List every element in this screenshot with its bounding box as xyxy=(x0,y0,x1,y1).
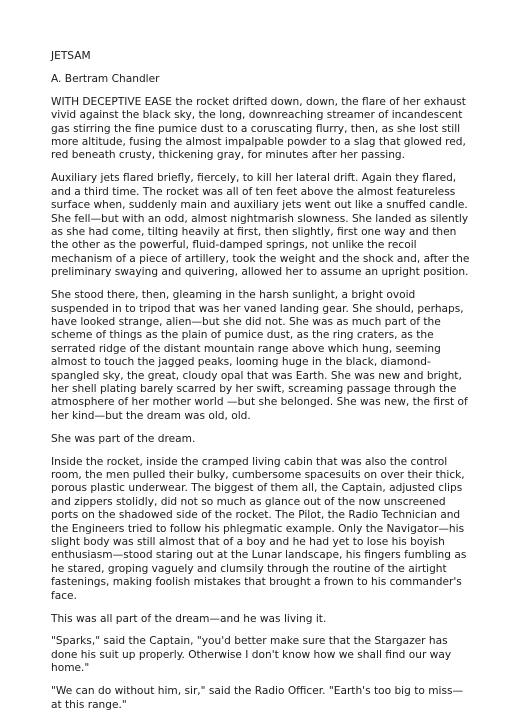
paragraph-2: Auxiliary jets flared briefly, fiercely, to kill her lateral drift. Again they flared, and a third time. The rocket was all of ten feet above the almost featureless surface when, suddenly main and auxiliary jets went out like a snuffed candle. She fell—but with an odd, almost nightmarish slowness. She landed as silently as she had come, tilting heavily at first, then slightly, first one way and then the other as the powerful, fluid-damped springs, not unlike the recoil mechanism of a piece of artillery, took the weight and the shock and, after the preliminary swaying and quivering, allowed her to assume an upright position. xyxy=(51,172,470,279)
story-author: A. Bertram Chandler xyxy=(51,72,160,85)
paragraph-5: Inside the rocket, inside the cramped living cabin that was also the control room, the men pulled their bulky, cumbersome spacesuits on over their thick, porous plastic underwear. The biggest of them all, the Captain, adjusted clips and zippers stolidly, did not so much as glance out of the now unscreened ports on the shadowed side of the rocket. The Pilot, the Radio Technician and the Engineers tried to follow his phlegmatic example. Only the Navigator—his slight body was still almost that of a boy and he had yet to lose his boyish enthusiasm—stood staring out at the Lunar landscape, his fingers fumbling as he stared, groping vaguely and clumsily through the routine of the airtight fastenings, making foolish mistakes that brought a frown to his commander's face. xyxy=(51,455,467,602)
paragraph-7: "Sparks," said the Captain, "you'd better make sure that the Stargazer has done his suit up properly. Otherwise I don't know how we shall find our way home." xyxy=(51,635,452,675)
paragraph-8: "We can do without him, sir," said the Radio Officer. "Earth's too big to miss—at this range." xyxy=(51,685,464,711)
paragraph-6: This was all part of the dream—and he was living it. xyxy=(51,612,327,625)
paragraph-4: She was part of the dream. xyxy=(51,432,196,445)
paragraph-1: WITH DECEPTIVE EASE the rocket drifted down, down, the flare of her exhaust vivid against the black sky, the long, downreaching streamer of incandescent gas stirring the fine pumice dust to a coruscating flurry, then, as she lost still more altitude, fusing the almost impalpable powder to a slag that glowed red, red beneath crusty, thickening gray, for minutes after her passing. xyxy=(51,95,466,162)
document-page xyxy=(51,50,471,721)
paragraph-3: She stood there, then, gleaming in the harsh sunlight, a bright ovoid suspended in to tripod that was her vaned landing gear. She should, perhaps, have looked strange, alien—but she did not. She was as much part of the scheme of things as the plain of pumice dust, as the ring craters, as the serrated ridge of the distant mountain range above which hung, seeming almost to touch the jagged peaks, looming huge in the black, diamond-spangled sky, the great, cloudy opal that was Earth. She was new and bright, her shell plating barely scarred by her swift, screaming passage through the atmosphere of her mother world —but she belonged. She was new, the first of her kind—but the dream was old, old. xyxy=(51,289,468,422)
story-title: JETSAM xyxy=(51,50,91,62)
